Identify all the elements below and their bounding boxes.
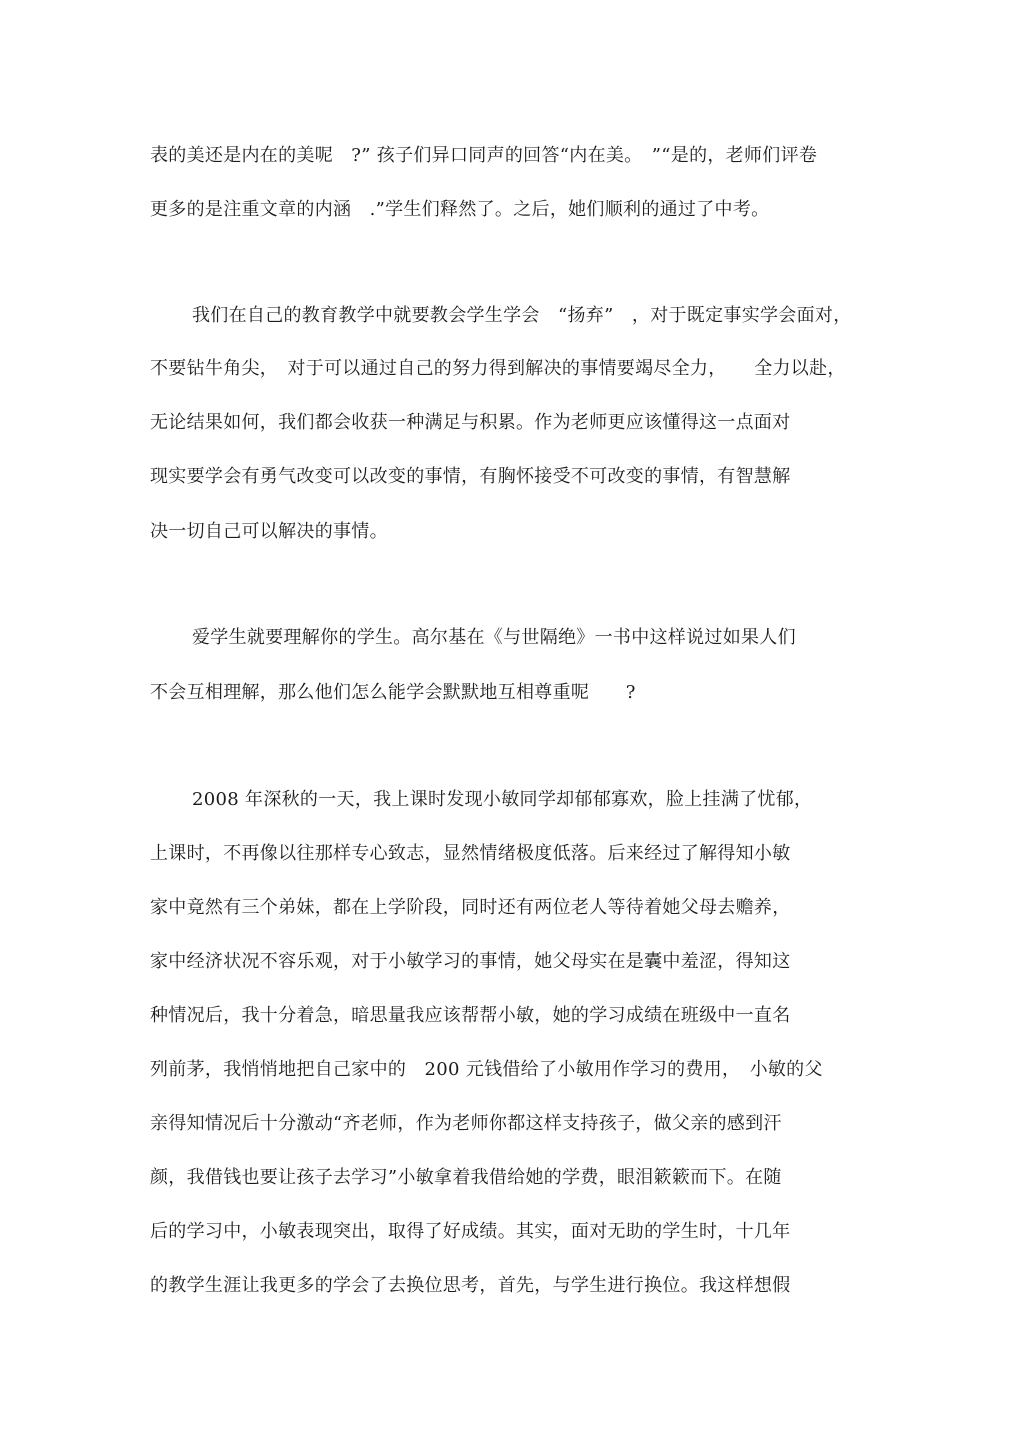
text-line: 不会互相理解，那么他们怎么能学会默默地互相尊重呢 ? xyxy=(150,682,636,703)
text-line: 种情况后，我十分着急，暗思量我应该帮帮小敏，她的学习成绩在班级中一直名 xyxy=(150,1005,791,1026)
text-line: 不要钻牛角尖， 对于可以通过自己的努力得到解决的事情要竭尽全力， 全力以赴， xyxy=(150,358,846,379)
text-line: 颜，我借钱也要让孩子去学习”小敏拿着我借给她的学费，眼泪簌簌而下。在随 xyxy=(150,1167,782,1188)
text-line: 我们在自己的教育教学中就要教会学生学会 “扬弃” ，对于既定事实学会面对， xyxy=(192,305,852,326)
text-line: 爱学生就要理解你的学生。高尔基在《与世隔绝》一书中这样说过如果人们 xyxy=(192,627,796,648)
text-line: 上课时，不再像以往那样专心致志，显然情绪极度低落。后来经过了解得知小敏 xyxy=(150,843,791,864)
text-line: 决一切自己可以解决的事情。 xyxy=(150,521,388,542)
text-line: 后的学习中，小敏表现突出，取得了好成绩。其实，面对无助的学生时，十几年 xyxy=(150,1221,791,1242)
text-line: 家中经济状况不容乐观，对于小敏学习的事情，她父母实在是囊中羞涩，得知这 xyxy=(150,951,791,972)
text-line: 现实要学会有勇气改变可以改变的事情，有胸怀接受不可改变的事情，有智慧解 xyxy=(150,466,791,487)
text-line: 列前茅，我悄悄地把自己家中的 200 元钱借给了小敏用作学习的费用， 小敏的父 xyxy=(150,1059,823,1080)
text-line: 表的美还是内在的美呢 ?” 孩子们异口同声的回答“内在美。 ”“是的，老师们评卷 xyxy=(150,145,818,166)
text-line: 的教学生涯让我更多的学会了去换位思考，首先，与学生进行换位。我这样想假 xyxy=(150,1275,791,1296)
text-line: 无论结果如何，我们都会收获一种满足与积累。作为老师更应该懂得这一点面对 xyxy=(150,412,791,433)
text-line: 家中竟然有三个弟妹，都在上学阶段，同时还有两位老人等待着她父母去赡养， xyxy=(150,897,791,918)
text-line: 2008 年深秋的一天，我上课时发现小敏同学却郁郁寡欢，脸上挂满了忧郁， xyxy=(192,789,813,810)
text-line: 亲得知情况后十分激动“齐老师，作为老师你都这样支持孩子，做父亲的感到汗 xyxy=(150,1113,782,1134)
text-line: 更多的是注重文章的内涵 .”学生们释然了。之后，她们顺利的通过了中考。 xyxy=(150,199,770,220)
